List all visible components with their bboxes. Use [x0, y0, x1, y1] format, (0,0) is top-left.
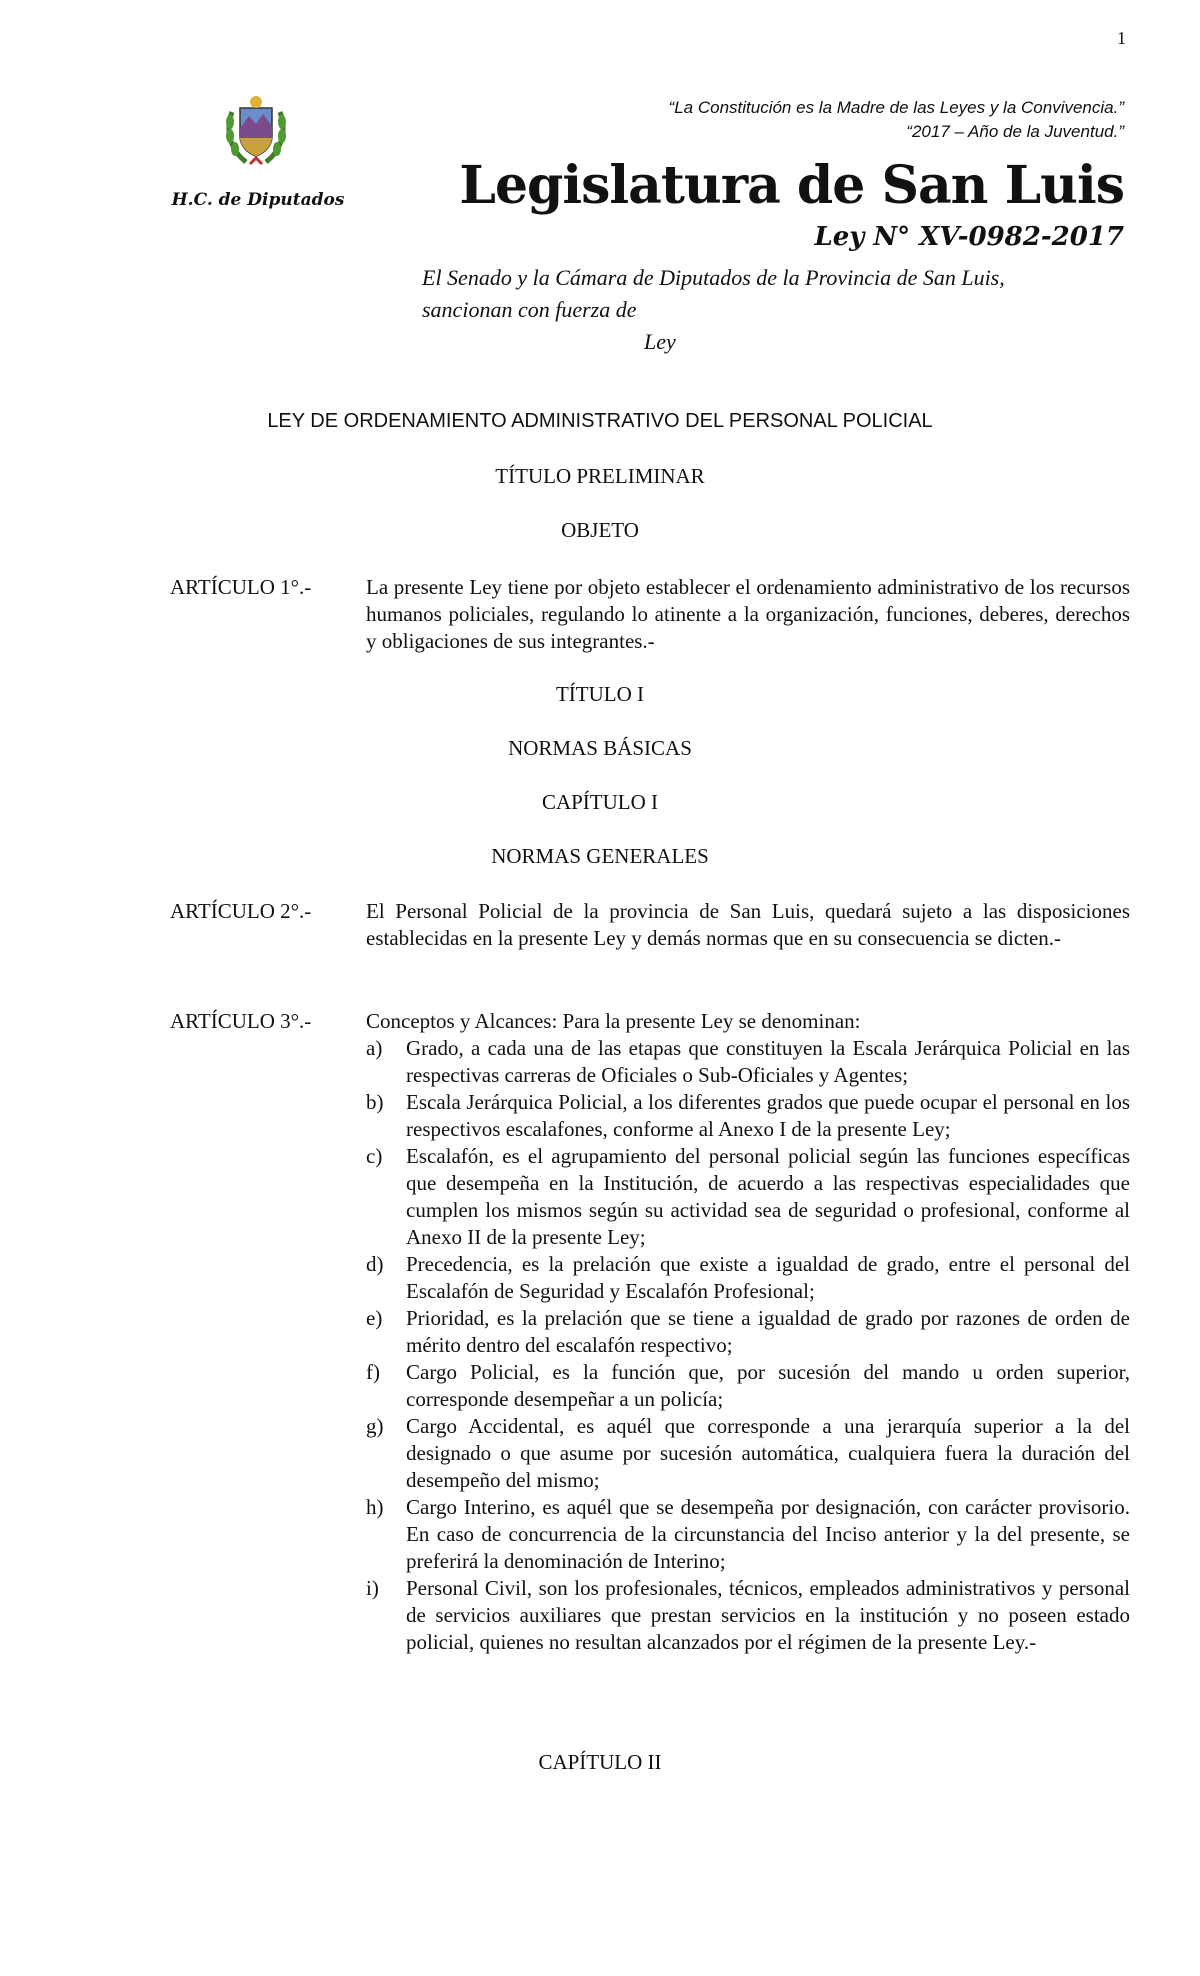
item-letter: b) — [366, 1090, 384, 1114]
definition-item — [366, 1143, 1130, 1251]
definition-item — [366, 1359, 1130, 1413]
article-label: ARTÍCULO 3°.- — [170, 1009, 312, 1033]
normas-generales-heading: NORMAS GENERALES — [491, 844, 709, 868]
article-1 — [170, 574, 1130, 655]
item-letter: c) — [366, 1144, 383, 1168]
sanction-formula — [422, 262, 1122, 358]
item-text: Cargo Policial, es la función que, por sucesión del mando u orden superior, corresponde desempeñar a un policía; — [406, 1360, 1130, 1411]
item-text: Personal Civil, son los profesionales, técnicos, empleados administrativos y personal de servicios auxiliares que prestan servicios en la institución y no poseen estado policial, quienes no resultan alcanzados por el régimen de la presente Ley.- — [406, 1576, 1130, 1654]
definition-item — [366, 1035, 1130, 1089]
article-3 — [170, 1008, 1130, 1656]
item-letter: d) — [366, 1252, 384, 1276]
titulo-1-heading: TÍTULO I — [555, 682, 645, 706]
capitulo-1-heading: CAPÍTULO I — [541, 790, 659, 814]
definition-item — [366, 1494, 1130, 1575]
definition-item — [366, 1089, 1130, 1143]
item-letter: e) — [366, 1306, 383, 1330]
article-text: La presente Ley tiene por objeto establecer el ordenamiento administrativo de los recursos humanos policiales, regulando lo atinente a la organización, funciones, deberes, derechos y obligaciones de sus integrantes.- — [366, 575, 1130, 653]
article-label: ARTÍCULO 1°.- — [170, 575, 312, 599]
titulo-preliminar-heading: TÍTULO PRELIMINAR — [495, 464, 705, 488]
item-text: Grado, a cada una de las etapas que constituyen la Escala Jerárquica Policial en las respectivas carreras de Oficiales o Sub-Oficiales y Agentes; — [406, 1036, 1130, 1087]
definition-list — [366, 1035, 1130, 1656]
item-text: Escala Jerárquica Policial, a los diferentes grados que puede ocupar el personal en los respectivos escalafones, conforme al Anexo I de la presente Ley; — [406, 1090, 1130, 1141]
chamber-label: H.C. de Diputados — [171, 190, 345, 210]
item-text: Prioridad, es la prelación que se tiene a igualdad de grado por razones de orden de mérito dentro del escalafón respectivo; — [406, 1306, 1130, 1357]
normas-basicas-heading: NORMAS BÁSICAS — [508, 736, 692, 760]
article-label: ARTÍCULO 2°.- — [170, 899, 312, 923]
definition-item — [366, 1305, 1130, 1359]
sanction-line: sancionan con fuerza de — [422, 297, 637, 322]
motto-line: “2017 – Año de la Juventud.” — [906, 122, 1124, 141]
item-text: Precedencia, es la prelación que existe a igualdad de grado, entre el personal del Escalafón de Seguridad y Escalafón Profesional; — [406, 1252, 1130, 1303]
article-intro: Conceptos y Alcances: Para la presente Ley se denominan: — [366, 1009, 861, 1033]
article-text: El Personal Policial de la provincia de San Luis, quedará sujeto a las disposiciones establecidas en la presente Ley y demás normas que en su consecuencia se dicten.- — [366, 899, 1130, 950]
item-text: Escalafón, es el agrupamiento del personal policial según las funciones específicas que desempeña en la Institución, de acuerdo a las respectivas especialidades que cumplen los mismos según su actividad sea de seguridad o profesional, conforme al Anexo II de la presente Ley; — [406, 1144, 1130, 1249]
item-text: Cargo Interino, es aquél que se desempeña por designación, con carácter provisorio. En caso de concurrencia de la circunstancia del Inciso anterior y la del presente, se preferirá la denominación de Interino; — [406, 1495, 1130, 1573]
page-number: 1 — [1117, 28, 1126, 48]
sanction-line: El Senado y la Cámara de Diputados de la Provincia de San Luis, — [422, 265, 1005, 290]
definition-item — [366, 1575, 1130, 1656]
definition-item — [366, 1413, 1130, 1494]
item-letter: g) — [366, 1414, 384, 1438]
article-2 — [170, 898, 1130, 952]
item-letter: a) — [366, 1036, 383, 1060]
sanction-line: Ley — [644, 329, 676, 354]
item-letter: h) — [366, 1495, 384, 1519]
legislature-title: Legislatura de San Luis — [459, 155, 1124, 216]
motto-line: “La Constitución es la Madre de las Leyes y la Convivencia.” — [668, 98, 1124, 117]
motto — [669, 96, 1124, 144]
law-number: Ley N° XV-0982-2017 — [814, 222, 1124, 252]
item-text: Cargo Accidental, es aquél que corresponde a una jerarquía superior a la del designado o que asume por sucesión automática, cualquiera fuera la duración del desempeño del mismo; — [406, 1414, 1130, 1492]
capitulo-2-heading: CAPÍTULO II — [538, 1750, 662, 1774]
objeto-heading: OBJETO — [561, 518, 639, 542]
provincial-seal-icon — [222, 92, 290, 168]
definition-item — [366, 1251, 1130, 1305]
law-title: LEY DE ORDENAMIENTO ADMINISTRATIVO DEL PERSONAL POLICIAL — [267, 410, 933, 432]
item-letter: i) — [366, 1576, 379, 1600]
item-letter: f) — [366, 1360, 380, 1384]
